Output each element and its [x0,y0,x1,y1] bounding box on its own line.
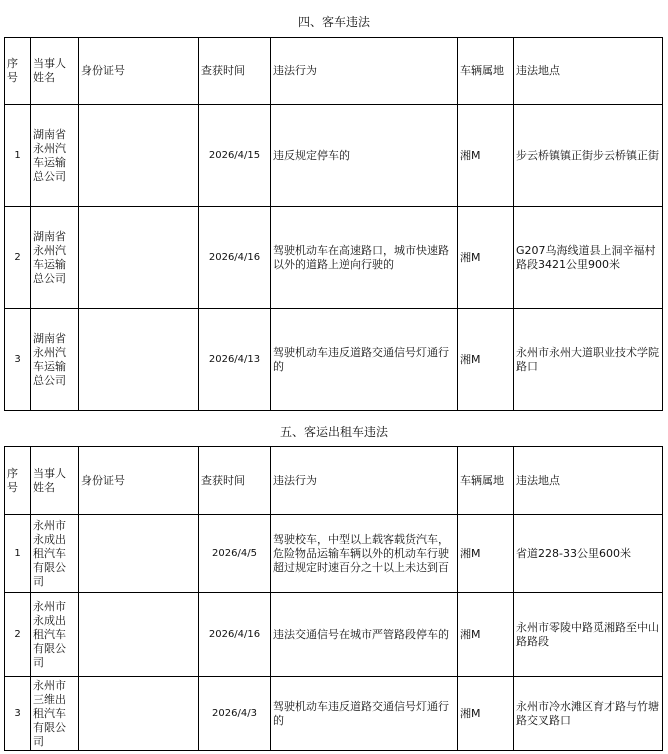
table-row [5,593,663,677]
header-cell: 序号 [5,447,31,515]
header-cell: 违法行为 [271,38,458,105]
header-cell: 身份证号 [79,447,199,515]
header-cell: 身份证号 [79,38,199,105]
vehicle-region: 湘M [458,677,514,751]
id-number [79,207,199,309]
section-4-title: 四、客车违法 [297,15,370,29]
row-number: 2 [5,593,31,677]
violation-act: 驾驶校车，中型以上载客载货汽车，危险物品运输车辆以外的机动车行驶超过规定时速百分之十以上未达到百 [271,515,458,593]
table-header-row [5,38,663,105]
violation-place: G207乌海线道县上洞辛福村路段3421公里900米 [514,207,663,309]
violation-place: 永州市冷水滩区育才路与竹塘路交叉路口 [514,677,663,751]
header-cell: 序号 [5,38,31,105]
header-cell: 车辆属地 [458,38,514,105]
violation-act: 驾驶机动车违反道路交通信号灯通行的 [271,309,458,411]
violation-act: 驾驶机动车在高速路口，城市快速路以外的道路上逆向行驶的 [271,207,458,309]
vehicle-region: 湘M [458,105,514,207]
seized-date: 2026/4/5 [199,515,271,593]
party-name: 永州市永成出租汽车有限公司 [31,515,79,593]
table-row [5,515,663,593]
violation-place: 步云桥镇镇正街步云桥镇正街 [514,105,663,207]
header-cell: 查获时间 [199,38,271,105]
vehicle-region: 湘M [458,515,514,593]
violation-place: 永州市永州大道职业技术学院路口 [514,309,663,411]
header-cell: 违法地点 [514,38,663,105]
seized-date: 2026/4/15 [199,105,271,207]
header-cell: 车辆属地 [458,447,514,515]
violation-act: 违反规定停车的 [271,105,458,207]
seized-date: 2026/4/3 [199,677,271,751]
id-number [79,515,199,593]
id-number [79,677,199,751]
vehicle-region: 湘M [458,207,514,309]
violation-act: 违法交通信号在城市严管路段停车的 [271,593,458,677]
row-number: 1 [5,515,31,593]
row-number: 3 [5,309,31,411]
vehicle-region: 湘M [458,593,514,677]
table-row [5,309,663,411]
table-row [5,105,663,207]
party-name: 湖南省永州汽车运输总公司 [31,309,79,411]
section-4-table [4,37,663,411]
header-cell: 查获时间 [199,447,271,515]
id-number [79,593,199,677]
party-name: 永州市三维出租汽车有限公司 [31,677,79,751]
header-cell: 违法地点 [514,447,663,515]
row-number: 1 [5,105,31,207]
table-row [5,207,663,309]
row-number: 3 [5,677,31,751]
row-number: 2 [5,207,31,309]
seized-date: 2026/4/13 [199,309,271,411]
table-header-row [5,447,663,515]
id-number [79,105,199,207]
table-row [5,677,663,751]
header-cell: 违法行为 [271,447,458,515]
section-5-title: 五、客运出租车违法 [279,425,388,439]
violation-act: 驾驶机动车违反道路交通信号灯通行的 [271,677,458,751]
section-5-table [4,446,663,751]
violation-place: 省道228-33公里600米 [514,515,663,593]
party-name: 湖南省永州汽车运输总公司 [31,105,79,207]
seized-date: 2026/4/16 [199,207,271,309]
vehicle-region: 湘M [458,309,514,411]
violation-place: 永州市零陵中路觅湘路至中山路路段 [514,593,663,677]
header-cell: 当事人姓名 [31,447,79,515]
seized-date: 2026/4/16 [199,593,271,677]
id-number [79,309,199,411]
party-name: 湖南省永州汽车运输总公司 [31,207,79,309]
header-cell: 当事人姓名 [31,38,79,105]
party-name: 永州市永成出租汽车有限公司 [31,593,79,677]
